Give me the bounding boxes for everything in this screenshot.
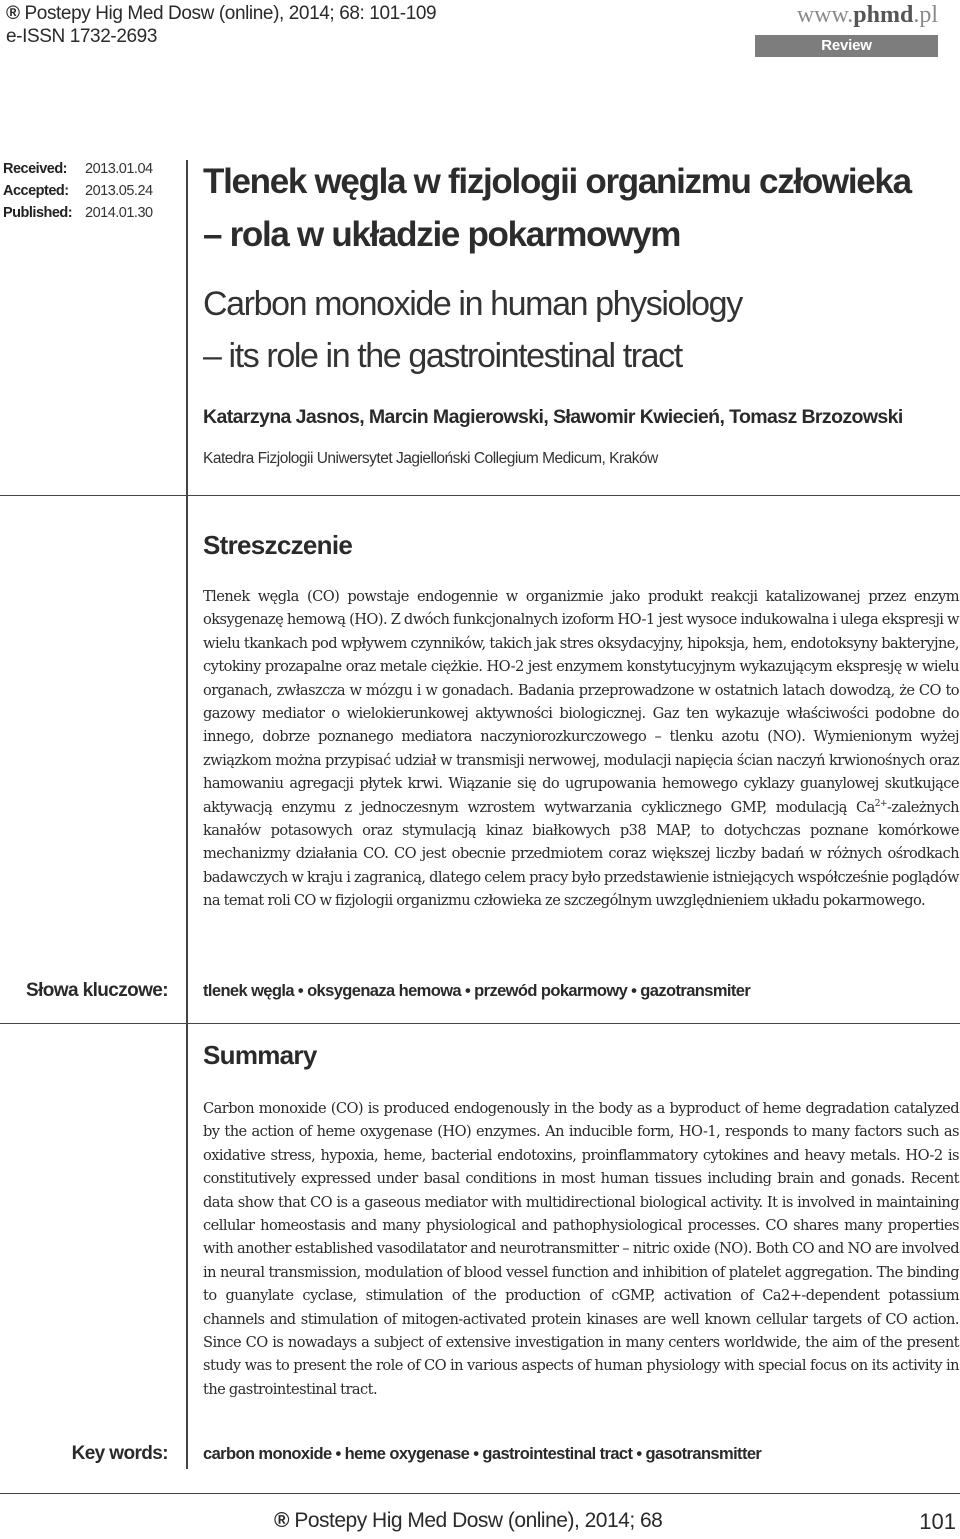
authors: Katarzyna Jasnos, Marcin Magierowski, Sławomir Kwiecień, Tomasz Brzozowski — [203, 406, 903, 428]
section-divider — [0, 1023, 960, 1024]
registered-mark: ® — [6, 3, 20, 24]
title-polish-line1: Tlenek węgla w fizjologii organizmu człowieka — [203, 162, 911, 201]
superscript: 2+ — [874, 798, 887, 809]
date-value: 2013.01.04 — [85, 161, 153, 177]
journal-line: Postepy Hig Med Dosw (online), 2014; 68: 101-109 — [24, 3, 437, 24]
dates-block — [3, 158, 153, 224]
page-number: 101 — [919, 1509, 956, 1534]
title-polish-line2: – rola w układzie pokarmowym — [203, 215, 681, 254]
column-divider — [186, 496, 188, 1024]
abstract-en-heading: Summary — [203, 1040, 317, 1070]
date-value: 2013.05.24 — [85, 183, 153, 199]
registered-mark: ® — [274, 1509, 289, 1532]
site-www: www. — [796, 2, 854, 28]
title-english — [203, 278, 742, 382]
issn-line: e-ISSN 1732-2693 — [6, 26, 157, 47]
section-divider — [0, 495, 960, 496]
abstract-pl-part2: -zależnych kanałów potasowych oraz stymulacją kinaz białkowych p38 MAP, to dotychczas poznane komórkowe mechanizmy działania CO. CO jest obecnie przedmiotem coraz większej liczby badań w różnych ośrodkach badawczych w kraju i zagranicą, dlatego celem pracy było przedstawienie istniejących współcześnie poglądów na temat roli CO w fizjologii organizmu człowieka ze szczególnym uwzględnieniem układu pokarmowego. — [203, 798, 959, 910]
date-label: Published: — [3, 205, 73, 221]
site-logo[interactable] — [797, 2, 938, 29]
date-label: Accepted: — [3, 183, 69, 199]
keywords-en-label: Key words: — [71, 1443, 168, 1464]
footer-journal: Postepy Hig Med Dosw (online), 2014; 68 — [294, 1509, 663, 1532]
abstract-pl-text — [203, 585, 959, 913]
date-value: 2014.01.30 — [85, 205, 153, 221]
date-label: Received: — [3, 161, 68, 177]
journal-citation — [6, 2, 436, 25]
date-published — [3, 202, 153, 224]
date-accepted — [3, 180, 153, 202]
affiliation: Katedra Fizjologii Uniwersytet Jagielloński Collegium Medicum, Kraków — [203, 450, 658, 467]
column-divider — [186, 160, 188, 496]
footer-citation — [274, 1509, 662, 1533]
site-brand: phmd — [853, 2, 914, 28]
site-tld: .pl — [913, 2, 938, 28]
keywords-pl-value: tlenek węgla • oksygenaza hemowa • przewód pokarmowy • gazotransmiter — [203, 982, 751, 1000]
abstract-pl-heading: Streszczenie — [203, 530, 353, 560]
keywords-en-value: carbon monoxide • heme oxygenase • gastrointestinal tract • gasotransmitter — [203, 1445, 762, 1463]
abstract-pl-part1: Tlenek węgla (CO) powstaje endogennie w organizmie jako produkt reakcji katalizowanej przez enzym oksygenazę hemową (HO). Z dwóch funkcjonalnych izoform HO-1 jest wysoce indukowalna i ulega ekspresji w wielu tkankach pod wpływem czynników, takich jak stres oksydacyjny, hipoksja, hem, endotoksyny bakteryjne, cytokiny prozapalne oraz metale ciężkie. HO-2 jest enzymem konstytucyjnym wykazującym ekspresję w wielu organach, zwłaszcza w mózgu i w gonadach. Badania przeprowadzone w ostatnich latach dowodzą, że CO to gazowy mediator o wielokierunkowej aktywności biologicznej. Gaz ten wykazuje właściwości podobne do innego, dobrze poznanego mediatora naczyniorozkurczowego – tlenku azotu (NO). Wymienionym wyżej związkom można przypisać udział w transmisji nerwowej, modulacji napięcia ścian naczyń krwionośnych oraz hamowaniu agregacji płytek krwi. Wiązanie się do ugrupowania hemowego cyklazy guanylowej skutkujące aktywacją enzymu z jednoczesnym wzrostem wytwarzania cyklicznego GMP, modulacją Ca — [203, 588, 959, 816]
footer-divider — [0, 1493, 960, 1494]
title-english-line2: – its role in the gastrointestinal tract — [203, 337, 682, 375]
date-received — [3, 158, 153, 180]
journal-header — [6, 2, 436, 48]
title-polish — [203, 155, 911, 261]
column-divider — [186, 1024, 188, 1469]
title-english-line1: Carbon monoxide in human physiology — [203, 285, 742, 323]
keywords-pl-label: Słowa kluczowe: — [26, 980, 168, 1001]
abstract-en-text: Carbon monoxide (CO) is produced endogenously in the body as a byproduct of heme degradation catalyzed by the action of heme oxygenase (HO) enzymes. An inducible form, HO-1, responds to many factors such as oxidative stress, hypoxia, heme, bacterial endotoxins, proinflammatory cytokines and heavy metals. HO-2 is constitutively expressed under basal conditions in most human tissues including brain and gonads. Recent data show that CO is a gaseous mediator with multidirectional biological activity. It is involved in maintaining cellular homeostasis and many physiological and pathophysiological processes. CO shares many properties with another established vasodilatator and neurotransmitter – nitric oxide (NO). Both CO and NO are involved in neural transmission, modulation of blood vessel function and inhibition of platelet aggregation. The binding to guanylate cyclase, stimulation of the production of cGMP, activation of Ca2+-dependent potassium channels and stimulation of mitogen-activated protein kinases are well known cellular targets of CO action. Since CO is nowadays a subject of extensive investigation in many centers worldwide, the aim of the present study was to present the role of CO in various aspects of human physiology with special focus on its activity in the gastrointestinal tract. — [203, 1100, 959, 1398]
article-type-badge: Review — [755, 35, 938, 57]
